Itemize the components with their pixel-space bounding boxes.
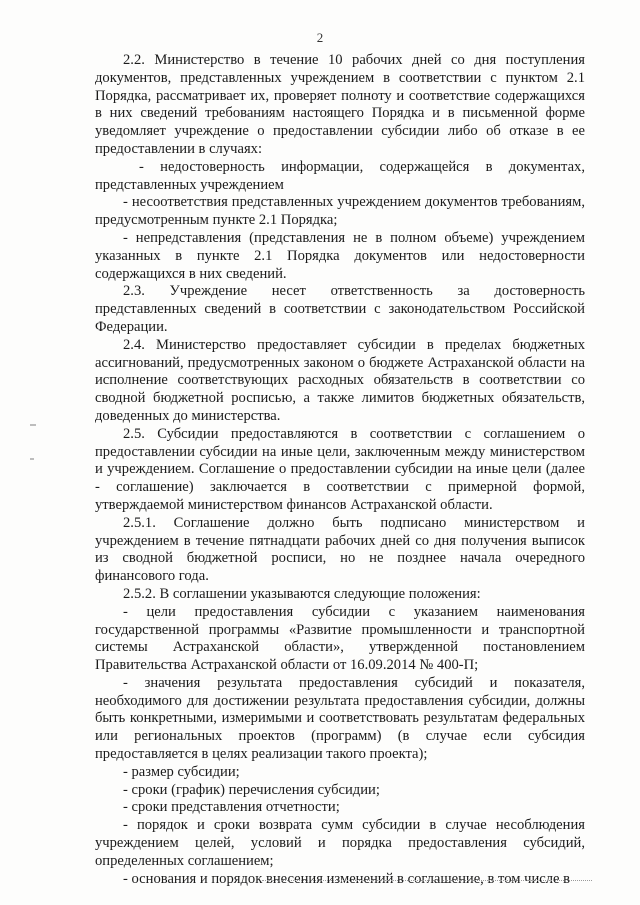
scan-artifact-mark (30, 424, 36, 426)
paragraph-2-2: 2.2. Министерство в течение 10 рабочих дней со дня поступления документов, представленных учреждением в соответствии с пунктом 2.1 Порядка, рассматривает их, проверяет полноту и соответствие содержащихся в них сведений требованиям настоящего Порядка и в письменной форме уведомляет учреждение о предоставлении субсидии либо об отказе в ее предоставлении в случаях: (95, 52, 585, 157)
footer-dotted-line (262, 880, 592, 881)
page-number: 2 (316, 30, 324, 45)
list-item-subsidy-size: - размер субсидии; (123, 763, 240, 780)
list-item-noncompliance: - несоответствия представленных учреждением документов требованиям, предусмотренным пункте 2.1 Порядка; (95, 194, 585, 229)
list-item-goals: - цели предоставления субсидии с указанием наименования государственной программы «Развитие промышленности и транспортной системы Астраханской области», утвержденной постановлением Правительства Астраханской области от 16.09.2014 № 400-П; (95, 603, 585, 674)
list-item-unreliable-info: - недостоверность информации, содержащейся в документах, представленных учреждением (95, 158, 585, 193)
paragraph-2-3: 2.3. Учреждение несет ответственность за достоверность представленных сведений в соответствии с законодательством Российской Федерации. (95, 283, 585, 335)
list-item-result-values: - значения результата предоставления субсидий и показателя, необходимого для достижении результата предоставления субсидии, должны быть конкретными, измеримыми и соответствовать результатам федеральных или региональных проектов (программ) (в случае если субсидия предоставляется в целях реализации такого проекта); (95, 674, 585, 763)
scan-artifact-mark (30, 458, 34, 460)
paragraph-2-5: 2.5. Субсидии предоставляются в соответствии с соглашением о предоставлении субсидии на иные цели, заключенным между министерством и учреждением. Соглашение о предоставлении субсидии на иные цели (далее - соглашение) заключается в соответствии с примерной формой, утверждаемой министерством финансов Астраханской области. (95, 425, 585, 513)
list-item-nonsubmission: - непредставления (представления не в полном объеме) учреждением указанных в пункте 2.1 Порядка документов или недостоверности содержащихся в них сведений. (95, 229, 585, 282)
paragraph-2-5-1: 2.5.1. Соглашение должно быть подписано министерством и учреждением в течение пятнадцати рабочих дней со дня получения выписок из сводной бюджетной росписи, но не позднее начала очередного финансового года. (95, 514, 585, 585)
list-item-reporting-deadlines: - сроки представления отчетности; (123, 799, 340, 816)
list-item-amendment-grounds: - основания и порядок внесения изменений в соглашение, в том числе в (123, 870, 571, 887)
paragraph-2-4: 2.4. Министерство предоставляет субсидии в пределах бюджетных ассигнований, предусмотренных законом о бюджете Астраханской области на исполнение соответствующих расходных обязательств в соответствии со сводной бюджетной росписью, а также лимитов бюджетных обязательств, доведенных до министерства. (95, 336, 585, 424)
list-item-transfer-schedule: - сроки (график) перечисления субсидии; (123, 781, 380, 798)
list-item-refund-procedure: - порядок и сроки возврата сумм субсидии в случае несоблюдения учреждением целей, условий и порядка предоставления субсидий, определенных соглашением; (95, 817, 585, 869)
paragraph-2-5-2: 2.5.2. В соглашении указываются следующие положения: (123, 585, 481, 602)
document-body (95, 52, 585, 888)
